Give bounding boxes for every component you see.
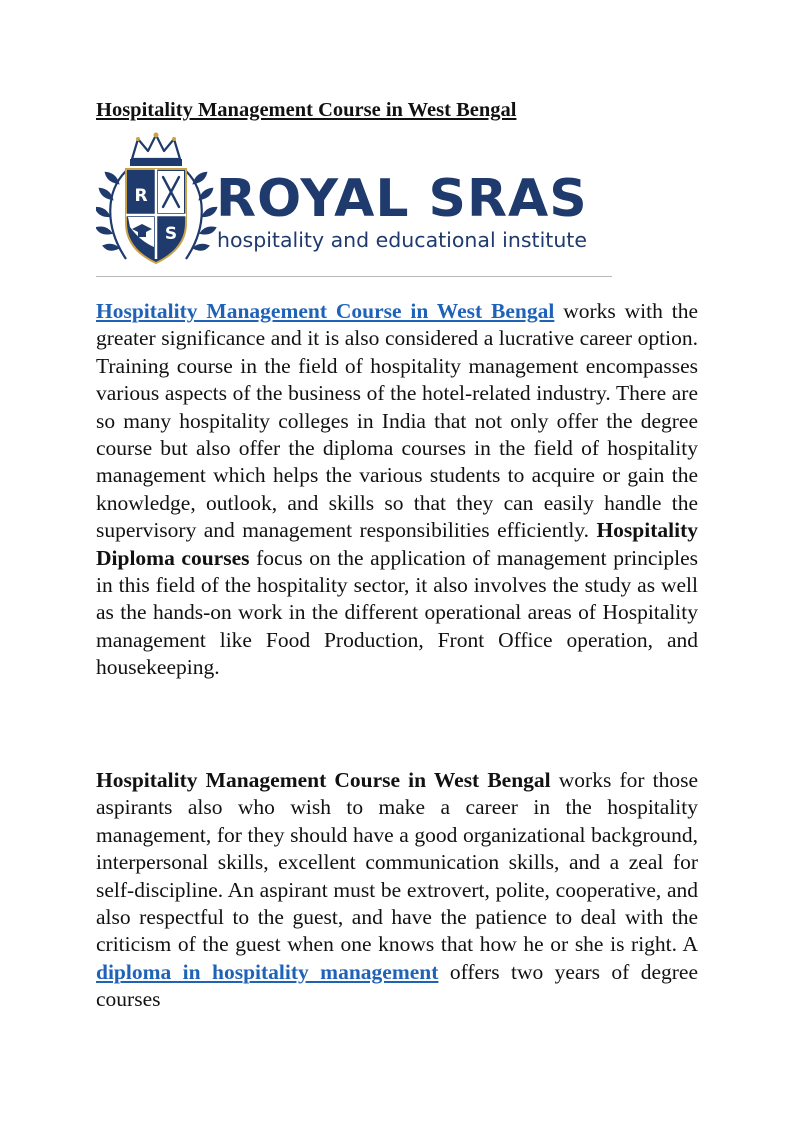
logo-brand-name: ROYAL SRAS	[216, 169, 588, 229]
logo-divider	[96, 276, 612, 277]
diploma-link[interactable]: diploma in hospitality management	[96, 959, 439, 984]
paragraph-1	[96, 298, 698, 682]
paragraph-2-bold: Hospitality Management Course in West Bengal	[96, 768, 551, 792]
crown-icon	[130, 133, 182, 167]
laurel-left-icon	[96, 171, 126, 259]
paragraph-1-text-b: focus on the application of management principles in this field of the hospitality sector, it also involves the study as well as the hands-on work in the different operational areas of Hospitality management like Food Production, Front Office operation, and housekeeping.	[96, 545, 698, 680]
royal-sras-logo-graphic	[96, 131, 616, 271]
paragraph-2-text-a: works for those aspirants also who wish to make a career in the hospitality management, for they should have a good organizational background, interpersonal skills, excellent communication skills, and a zeal for self-discipline. An aspirant must be extrovert, polite, cooperative, and also respectful to the guest, and have the patience to deal with the criticism of the guest when one knows that how he or she is right. A	[96, 768, 699, 957]
paragraph-1-bold: Hospitality Diploma courses	[96, 518, 698, 570]
royal-sras-logo	[96, 131, 616, 271]
logo-tagline: hospitality and educational institute	[217, 228, 587, 252]
hospitality-course-link[interactable]: Hospitality Management Course in West Bengal	[96, 299, 555, 323]
document-title: Hospitality Management Course in West Bengal	[96, 99, 517, 121]
paragraph-2-text-b: offers two years of degree courses	[96, 959, 698, 1012]
paragraph-2	[96, 767, 698, 1014]
shield-letter-s: S	[164, 224, 178, 244]
laurel-right-icon	[186, 171, 216, 259]
shield-icon	[126, 169, 186, 263]
paragraph-1-text-a: works with the greater significance and it is also considered a lucrative career option. Training course in the field of hospitality management encompasses various aspects of the business of the hotel-related industry. There are so many hospitality colleges in India that not only offer the degree course but also offer the diploma courses in the field of hospitality management which helps the various students to acquire or gain the knowledge, outlook, and skills so that they can easily handle the supervisory and management responsibilities efficiently.	[96, 299, 698, 543]
shield-letter-r: R	[134, 186, 148, 206]
